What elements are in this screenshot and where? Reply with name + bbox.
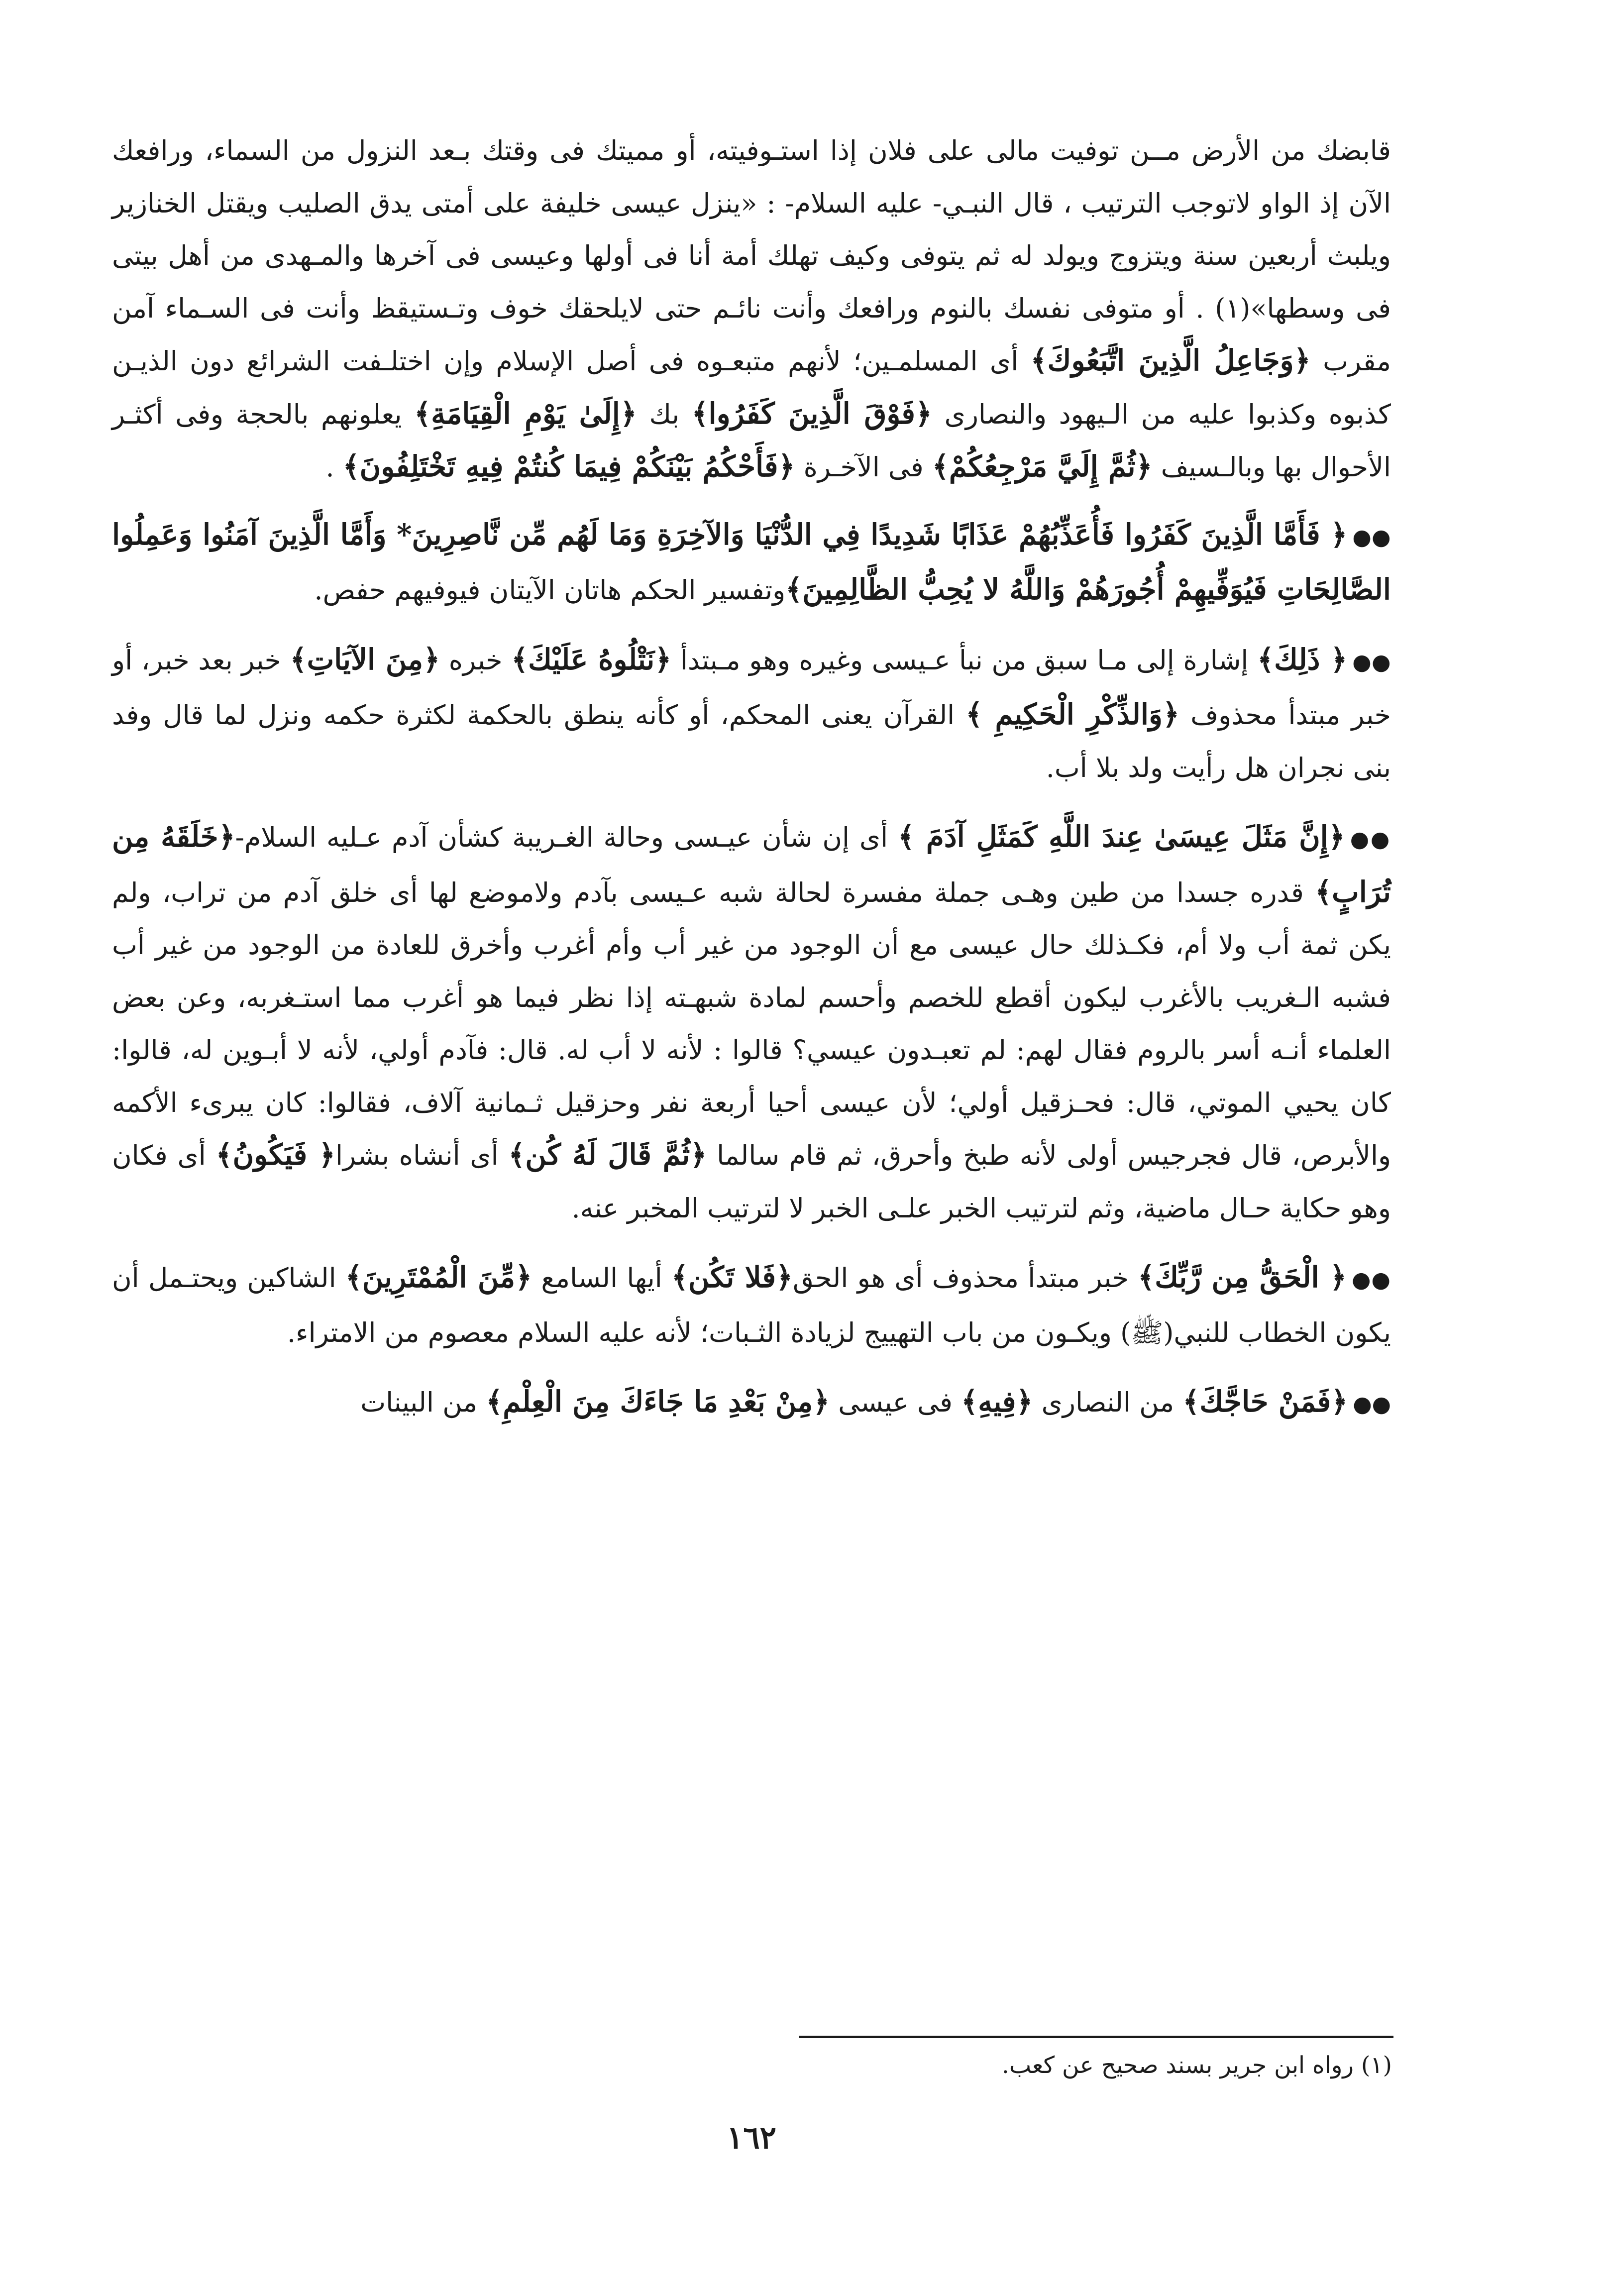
quran-quote: ﴿مِّنَ الْمُمْتَرِينَ﴾ xyxy=(345,1260,533,1294)
quran-quote: ﴿فَأَحْكُمُ بَيْنَكُمْ فِيمَا كُنتُمْ فِيهِ تَخْتَلِفُونَ﴾ xyxy=(342,449,795,483)
commentary-text: خبر بعد خبر، أو خبر مبتدأ محذوف xyxy=(112,644,1391,731)
commentary-text: أيها السامع xyxy=(532,1262,672,1294)
quran-quote: ﴿ فَيَكُونُ﴾ xyxy=(215,1138,335,1172)
paragraph-bullet: ●● xyxy=(1352,524,1391,550)
commentary-text: من النصارى xyxy=(1033,1387,1183,1418)
commentary-text: أى أنشاه بشرا xyxy=(335,1140,509,1171)
quran-quote: ﴿نَتْلُوهُ عَلَيْكَ﴾ xyxy=(511,642,672,676)
quran-quote: ﴿ الْحَقُّ مِن رَّبِّكَ﴾ xyxy=(1138,1260,1347,1294)
footnote-divider xyxy=(799,2036,1393,2038)
commentary-text: وتفسير الحكم هاتان الآيتان فيوفيهم حفص. xyxy=(314,574,786,606)
paragraph-bullet: ●● xyxy=(1350,827,1391,852)
paragraph-bullet: ●● xyxy=(1352,649,1391,675)
quran-quote: ﴿ثُمَّ إِلَيَّ مَرْجِعُكُمْ﴾ xyxy=(932,449,1153,483)
paragraph-bullet: ●● xyxy=(1351,1267,1391,1293)
commentary-text: خبر مبتدأ محذوف أى هو الحق xyxy=(793,1262,1138,1294)
paragraph xyxy=(112,1376,1391,1431)
quran-quote: ﴿ثُمَّ قَالَ لَهُ كُن﴾ xyxy=(508,1138,707,1172)
commentary-text: قابضك من الأرض مــن توفيت مالى على فلان إذا استـوفيته، أو مميتك فى وقتك بـعد النزول من السماء، ورافعك الآن إذ الواو لاتوجب الترتيب ، قال النبـي- عليه السلام- : «ينزل عيسى خليفة على أمتى يدق الصليب ويقتل الخنازير ويلبث أربعين سنة ويتزوج ويولد له ثم يتوفى وكيف تهلك أمة أنا فى أولها وعيسى فى آخرها والمـهدى من أهل بيتى فى وسطها»(١) . أو متوفى نفسك بالنوم ورافعك وأنت نائـم حتى لايلحقك خوف وتـستيقظ وأنت فى السـماء آمن مقرب xyxy=(112,135,1391,377)
quran-quote: ﴿إِنَّ مَثَلَ عِيسَىٰ عِندَ اللَّهِ كَمَثَلِ آدَمَ ﴾ xyxy=(898,820,1345,854)
commentary-text: إشارة إلى مـا سبق من نبأ عـيسى وغيره وهو مـبتدأ xyxy=(671,644,1258,676)
quran-quote: ﴿فَمَنْ حَاجَّكَ﴾ xyxy=(1182,1385,1348,1419)
page-number: ١٦٢ xyxy=(727,2119,776,2156)
quran-quote: ﴿فَوْقَ الَّذِينَ كَفَرُوا﴾ xyxy=(691,396,933,431)
footnote-text: (١) رواه ابن جرير بسند صحيح عن كعب. xyxy=(1001,2052,1392,2079)
commentary-text: فى الآخـرة xyxy=(795,451,932,483)
quran-quote: ﴿وَجَاعِلُ الَّذِينَ اتَّبَعُوكَ﴾ xyxy=(1030,343,1311,377)
commentary-text: . xyxy=(325,451,343,483)
paragraph-bullet: ●● xyxy=(1353,1392,1391,1417)
commentary-text: من البينات xyxy=(360,1387,486,1418)
commentary-text: يعلونهم بالحجة وفى أكثـر الأحوال بها وبالـسيف xyxy=(112,398,1391,483)
commentary-text: أى فكان وهو حكاية حـال ماضية، وثم لترتيب الخبر علـى الخبر لا لترتيب المخبر عنه. xyxy=(112,1140,1391,1224)
commentary-text: خبره xyxy=(440,644,512,676)
quran-quote: ﴿وَالذِّكْرِ الْحَكِيمِ ﴾ xyxy=(965,697,1179,731)
footnote xyxy=(496,2048,1392,2083)
commentary-text: قدره جسدا من طين وهـى جملة مفسرة لحالة شبه عـيسى بآدم ولاموضع لها أى خلق آدم من تراب، ولم يكن ثمة أب ولا أم، فكـذلك حال عيسى مع أن الوجود من غير أب وأم أغرب وأخرق للعادة من الوجود من غير أب فشبه الـغريب بالأغرب ليكون أقطع للخصم وأحسم لمادة شبهـته إذا نظر فيما هو أغرب مما استـغربه، وعن بعض العلماء أنـه أسر بالروم فقال لهم: لم تعبـدون عيسي؟ قالوا : لأنه لا أب له. قال: فآدم أولي، لأنه لا أبـوين له، قالوا: كان يحيي الموتي، قال: فحـزقيل أولي؛ لأن عيسى أحيا أربعة نفر وحزقيل ثـمانية آلاف، فقالوا: كان يبرىء الأكمه والأبرص، قال فجرجيس أولى لأنه طبخ وأحرق، ثم قام سالما xyxy=(112,876,1391,1171)
paragraph xyxy=(112,1251,1391,1359)
quran-quote: ﴿ ذَلِكَ﴾ xyxy=(1257,642,1348,676)
commentary-text: الشاكين ويحتـمل أن يكون الخطاب للنبي(ﷺ) ويكـون من باب التهييج لزيادة الثـبات؛ لأنه عليه السلام معصوم من الامتراء. xyxy=(112,1262,1391,1348)
paragraph xyxy=(112,811,1391,1234)
quran-quote: ﴿ فَأَمَّا الَّذِينَ كَفَرُوا فَأُعَذِّبُهُمْ عَذَابًا شَدِيدًا فِي الدُّنْيَا وَالآخِرَةِ وَمَا لَهُم مِّن نَّاصِرِينَ* وَأَمَّا الَّذِينَ آمَنُوا وَعَمِلُوا الصَّالِحَاتِ فَيُوَفِّيهِمْ أُجُورَهُمْ وَاللَّهُ لا يُحِبُّ الظَّالِمِينَ﴾ xyxy=(112,517,1391,606)
quran-quote: ﴿مِنَ الآيَاتِ﴾ xyxy=(290,642,440,676)
paragraph xyxy=(112,509,1391,617)
quran-quote: ﴿مِنْ بَعْدِ مَا جَاءَكَ مِنَ الْعِلْمِ﴾ xyxy=(486,1385,830,1419)
quran-quote: ﴿إِلَىٰ يَوْمِ الْقِيَامَةِ﴾ xyxy=(414,396,637,431)
commentary-text: القرآن يعنى المحكم، أو كأنه ينطق بالحكمة لكثرة حكمه ونزل لما قال وفد بنى نجران هل رأيت ولد بلا أب. xyxy=(112,699,1391,783)
commentary-text: بك xyxy=(637,398,692,430)
paragraph xyxy=(112,124,1391,494)
paragraph xyxy=(112,634,1391,794)
commentary-text: فى عيسى xyxy=(830,1387,961,1418)
quran-quote: ﴿فَلا تَكُن﴾ xyxy=(671,1260,793,1294)
commentary-text: أى إن شأن عيـسى وحالة الغـريبة كشأن آدم عـليه السلام- xyxy=(235,822,898,853)
page-text xyxy=(112,124,1391,1448)
quran-quote: ﴿خَلَقَهُ مِن تُرَابٍ﴾ xyxy=(112,820,1391,909)
quran-quote: ﴿فِيهِ﴾ xyxy=(961,1385,1033,1419)
commentary-text: أى المسلمـين؛ لأنهم متبعـوه فى أصل الإسلام وإن اختلـفت الشرائع دون الذيـن كذبوه وكذبوا عليه من الـيهود والنصارى xyxy=(112,345,1391,430)
